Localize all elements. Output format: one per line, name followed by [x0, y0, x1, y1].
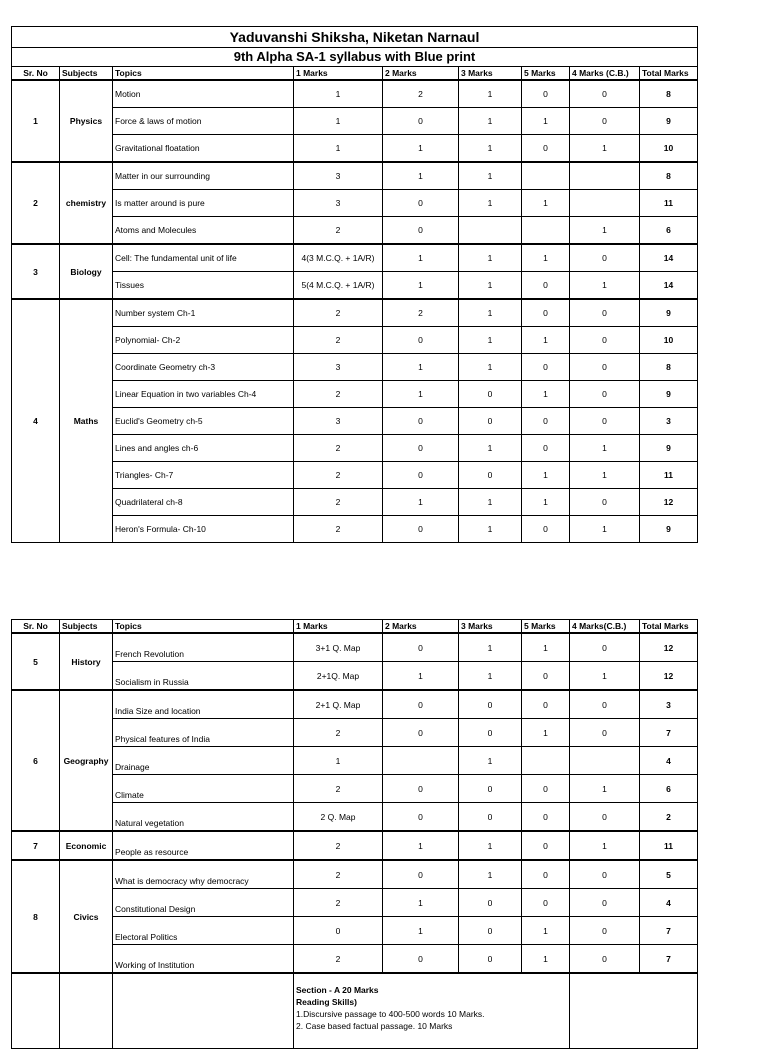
subject-cell: Geography	[60, 690, 113, 831]
table-row	[12, 489, 698, 516]
marks-cell-m2: 1	[383, 135, 459, 163]
col-header: 1 Marks	[294, 67, 383, 81]
marks-cell-m1: 1	[294, 108, 383, 135]
marks-cell-m3: 0	[459, 719, 522, 747]
topic-cell: Matter in our surrounding	[113, 162, 294, 190]
marks-cell-m5: 1	[522, 327, 570, 354]
topic-cell: Gravitational floatation	[113, 135, 294, 163]
topic-cell: French Revolution	[113, 633, 294, 662]
marks-cell-m2: 1	[383, 272, 459, 300]
topic-cell: Natural vegetation	[113, 803, 294, 832]
total-marks-cell: 5	[640, 860, 698, 889]
marks-cell-m2: 0	[383, 190, 459, 217]
topic-cell: Force & laws of motion	[113, 108, 294, 135]
table-row	[12, 719, 698, 747]
marks-cell-m4: 0	[570, 803, 640, 832]
marks-cell-m2: 1	[383, 917, 459, 945]
syllabus-table-1	[11, 26, 698, 543]
marks-cell-m2: 0	[383, 327, 459, 354]
table-row	[12, 80, 698, 108]
table-row	[12, 354, 698, 381]
syllabus-table-2	[11, 619, 698, 1049]
col-header: Sr. No	[12, 67, 60, 81]
topic-cell: What is democracy why democracy	[113, 860, 294, 889]
total-marks-cell: 8	[640, 80, 698, 108]
marks-cell-m4: 0	[570, 633, 640, 662]
marks-cell-m4: 0	[570, 80, 640, 108]
col-header: Total Marks	[640, 620, 698, 634]
marks-cell-m2: 1	[383, 662, 459, 691]
col-header: 4 Marks(C.B.)	[570, 620, 640, 634]
table-row	[12, 217, 698, 245]
total-marks-cell: 9	[640, 435, 698, 462]
marks-cell-m1: 2	[294, 831, 383, 860]
topic-cell: Atoms and Molecules	[113, 217, 294, 245]
marks-cell-m4: 0	[570, 917, 640, 945]
marks-cell-m2: 1	[383, 489, 459, 516]
marks-cell-m1: 2	[294, 719, 383, 747]
marks-cell-m1: 2+1Q. Map	[294, 662, 383, 691]
marks-cell-m1: 2+1 Q. Map	[294, 690, 383, 719]
table-row	[12, 747, 698, 775]
table-row	[12, 327, 698, 354]
table-row	[12, 135, 698, 163]
marks-cell-m2: 0	[383, 516, 459, 543]
table-row	[12, 272, 698, 300]
marks-cell-m4: 0	[570, 244, 640, 272]
marks-cell-m4: 1	[570, 662, 640, 691]
col-header: Topics	[113, 67, 294, 81]
section-row	[12, 973, 698, 1049]
col-header: Total Marks	[640, 67, 698, 81]
marks-cell-m3: 0	[459, 889, 522, 917]
marks-cell-m2: 0	[383, 690, 459, 719]
topic-cell: Climate	[113, 775, 294, 803]
marks-cell-m4: 1	[570, 516, 640, 543]
topic-cell: Drainage	[113, 747, 294, 775]
page-title: Yaduvanshi Shiksha, Niketan Narnaul	[12, 27, 698, 48]
marks-cell-m3: 1	[459, 516, 522, 543]
marks-cell-m5: 0	[522, 662, 570, 691]
marks-cell-m5: 0	[522, 889, 570, 917]
col-header: 1 Marks	[294, 620, 383, 634]
table-row	[12, 831, 698, 860]
section-line: 1.Discursive passage to 400-500 words 10 Marks.	[296, 1009, 485, 1019]
sr-no-cell: 4	[12, 299, 60, 543]
sr-no-cell: 3	[12, 244, 60, 299]
marks-cell-m4: 0	[570, 381, 640, 408]
marks-cell-m3: 0	[459, 945, 522, 974]
topic-cell: Is matter around is pure	[113, 190, 294, 217]
total-marks-cell: 12	[640, 633, 698, 662]
marks-cell-m2: 0	[383, 217, 459, 245]
marks-cell-m3: 1	[459, 747, 522, 775]
marks-cell-m5	[522, 162, 570, 190]
marks-cell-m5: 0	[522, 831, 570, 860]
subject-cell: History	[60, 633, 113, 690]
marks-cell-m3: 0	[459, 408, 522, 435]
empty-cell	[570, 973, 698, 1049]
marks-cell-m2: 0	[383, 462, 459, 489]
marks-cell-m3: 1	[459, 633, 522, 662]
table-row	[12, 775, 698, 803]
topic-cell: People as resource	[113, 831, 294, 860]
col-header: 3 Marks	[459, 620, 522, 634]
total-marks-cell: 11	[640, 462, 698, 489]
col-header: Subjects	[60, 67, 113, 81]
empty-cell	[60, 973, 113, 1049]
subject-cell: chemistry	[60, 162, 113, 244]
topic-cell: Motion	[113, 80, 294, 108]
marks-cell-m5: 0	[522, 516, 570, 543]
total-marks-cell: 7	[640, 719, 698, 747]
marks-cell-m3: 0	[459, 775, 522, 803]
marks-cell-m1: 2	[294, 327, 383, 354]
marks-cell-m5: 0	[522, 354, 570, 381]
marks-cell-m4: 0	[570, 299, 640, 327]
page-subtitle: 9th Alpha SA-1 syllabus with Blue print	[12, 48, 698, 67]
marks-cell-m2: 2	[383, 299, 459, 327]
marks-cell-m1: 1	[294, 80, 383, 108]
marks-cell-m5: 0	[522, 690, 570, 719]
marks-cell-m1: 2	[294, 462, 383, 489]
marks-cell-m1: 2	[294, 516, 383, 543]
table-row	[12, 244, 698, 272]
topic-cell: Coordinate Geometry ch-3	[113, 354, 294, 381]
sr-no-cell: 5	[12, 633, 60, 690]
table-row	[12, 889, 698, 917]
total-marks-cell: 7	[640, 945, 698, 974]
total-marks-cell: 10	[640, 327, 698, 354]
table-row	[12, 299, 698, 327]
table-header	[12, 67, 698, 81]
marks-cell-m1: 0	[294, 917, 383, 945]
marks-cell-m3: 1	[459, 108, 522, 135]
table-row	[12, 860, 698, 889]
section-subheading: Reading Skills)	[296, 997, 357, 1007]
table-row	[12, 435, 698, 462]
marks-cell-m3: 1	[459, 831, 522, 860]
marks-cell-m3: 1	[459, 80, 522, 108]
total-marks-cell: 11	[640, 831, 698, 860]
marks-cell-m4: 1	[570, 435, 640, 462]
table-row	[12, 108, 698, 135]
total-marks-cell: 12	[640, 489, 698, 516]
subject-cell: Economic	[60, 831, 113, 860]
marks-cell-m2: 0	[383, 860, 459, 889]
marks-cell-m2: 1	[383, 381, 459, 408]
marks-cell-m2: 0	[383, 108, 459, 135]
marks-cell-m1: 2	[294, 299, 383, 327]
marks-cell-m4: 1	[570, 831, 640, 860]
topic-cell: Linear Equation in two variables Ch-4	[113, 381, 294, 408]
marks-cell-m5: 1	[522, 945, 570, 974]
marks-cell-m3: 0	[459, 381, 522, 408]
marks-cell-m2: 0	[383, 408, 459, 435]
marks-cell-m5: 1	[522, 633, 570, 662]
table-row	[12, 803, 698, 832]
topic-cell: Triangles- Ch-7	[113, 462, 294, 489]
sr-no-cell: 1	[12, 80, 60, 162]
marks-cell-m2: 1	[383, 162, 459, 190]
col-header: Topics	[113, 620, 294, 634]
total-marks-cell: 2	[640, 803, 698, 832]
subject-cell: Civics	[60, 860, 113, 973]
marks-cell-m4: 0	[570, 354, 640, 381]
sr-no-cell: 6	[12, 690, 60, 831]
marks-cell-m4	[570, 190, 640, 217]
marks-cell-m1: 2	[294, 435, 383, 462]
topic-cell: Cell: The fundamental unit of life	[113, 244, 294, 272]
marks-cell-m4: 0	[570, 690, 640, 719]
marks-cell-m5: 0	[522, 299, 570, 327]
marks-cell-m5: 0	[522, 408, 570, 435]
table-row	[12, 690, 698, 719]
marks-cell-m1: 3	[294, 162, 383, 190]
total-marks-cell: 4	[640, 889, 698, 917]
marks-cell-m1: 3+1 Q. Map	[294, 633, 383, 662]
marks-cell-m4: 1	[570, 775, 640, 803]
marks-cell-m5: 0	[522, 775, 570, 803]
sr-no-cell: 7	[12, 831, 60, 860]
marks-cell-m1: 2	[294, 217, 383, 245]
topic-cell: Socialism in Russia	[113, 662, 294, 691]
marks-cell-m2: 0	[383, 633, 459, 662]
topic-cell: Working of Institution	[113, 945, 294, 974]
total-marks-cell: 11	[640, 190, 698, 217]
table-row	[12, 516, 698, 543]
empty-cell	[12, 973, 60, 1049]
marks-cell-m2: 2	[383, 80, 459, 108]
total-marks-cell: 3	[640, 408, 698, 435]
total-marks-cell: 14	[640, 244, 698, 272]
marks-cell-m3: 0	[459, 690, 522, 719]
marks-cell-m3: 1	[459, 489, 522, 516]
marks-cell-m1: 3	[294, 354, 383, 381]
marks-cell-m4	[570, 162, 640, 190]
subject-cell: Maths	[60, 299, 113, 543]
marks-cell-m2: 0	[383, 775, 459, 803]
total-marks-cell: 6	[640, 217, 698, 245]
table-row	[12, 190, 698, 217]
marks-cell-m5: 1	[522, 108, 570, 135]
marks-cell-m1: 3	[294, 408, 383, 435]
marks-cell-m3: 1	[459, 299, 522, 327]
col-header: 3 Marks	[459, 67, 522, 81]
marks-cell-m5: 0	[522, 272, 570, 300]
marks-cell-m5: 1	[522, 462, 570, 489]
empty-cell	[113, 973, 294, 1049]
marks-cell-m1: 2	[294, 889, 383, 917]
topic-cell: Constitutional Design	[113, 889, 294, 917]
marks-cell-m3: 0	[459, 803, 522, 832]
marks-cell-m2: 0	[383, 945, 459, 974]
marks-cell-m4: 1	[570, 217, 640, 245]
marks-cell-m1: 4(3 M.C.Q. + 1A/R)	[294, 244, 383, 272]
total-marks-cell: 8	[640, 162, 698, 190]
topic-cell: Lines and angles ch-6	[113, 435, 294, 462]
marks-cell-m5	[522, 217, 570, 245]
table-row	[12, 917, 698, 945]
marks-cell-m1: 3	[294, 190, 383, 217]
marks-cell-m4: 0	[570, 327, 640, 354]
table-row	[12, 945, 698, 974]
subject-cell: Physics	[60, 80, 113, 162]
marks-cell-m4: 0	[570, 108, 640, 135]
marks-cell-m5	[522, 747, 570, 775]
col-header: 2 Marks	[383, 67, 459, 81]
table-header	[12, 620, 698, 634]
marks-cell-m1: 2	[294, 945, 383, 974]
section-line: 2. Case based factual passage. 10 Marks	[296, 1021, 453, 1031]
marks-cell-m3: 1	[459, 860, 522, 889]
col-header: Subjects	[60, 620, 113, 634]
marks-cell-m3: 1	[459, 135, 522, 163]
topic-cell: Tissues	[113, 272, 294, 300]
col-header: 5 Marks	[522, 620, 570, 634]
marks-cell-m5: 1	[522, 381, 570, 408]
total-marks-cell: 10	[640, 135, 698, 163]
sr-no-cell: 8	[12, 860, 60, 973]
marks-cell-m4: 1	[570, 135, 640, 163]
marks-cell-m3: 1	[459, 272, 522, 300]
table-row	[12, 462, 698, 489]
marks-cell-m1: 2 Q. Map	[294, 803, 383, 832]
marks-cell-m5: 0	[522, 435, 570, 462]
total-marks-cell: 8	[640, 354, 698, 381]
table-row	[12, 633, 698, 662]
marks-cell-m4: 0	[570, 889, 640, 917]
total-marks-cell: 9	[640, 381, 698, 408]
marks-cell-m5: 0	[522, 803, 570, 832]
total-marks-cell: 6	[640, 775, 698, 803]
marks-cell-m3	[459, 217, 522, 245]
marks-cell-m1: 5(4 M.C.Q. + 1A/R)	[294, 272, 383, 300]
marks-cell-m1: 2	[294, 775, 383, 803]
marks-cell-m5: 1	[522, 719, 570, 747]
topic-cell: Heron's Formula- Ch-10	[113, 516, 294, 543]
marks-cell-m3: 0	[459, 462, 522, 489]
marks-cell-m2: 0	[383, 435, 459, 462]
col-header: 2 Marks	[383, 620, 459, 634]
marks-cell-m3: 1	[459, 190, 522, 217]
total-marks-cell: 9	[640, 299, 698, 327]
total-marks-cell: 14	[640, 272, 698, 300]
marks-cell-m2: 1	[383, 354, 459, 381]
marks-cell-m3: 1	[459, 244, 522, 272]
marks-cell-m2: 1	[383, 831, 459, 860]
subject-cell: Biology	[60, 244, 113, 299]
marks-cell-m1: 2	[294, 381, 383, 408]
total-marks-cell: 4	[640, 747, 698, 775]
table-row	[12, 162, 698, 190]
total-marks-cell: 12	[640, 662, 698, 691]
col-header: Sr. No	[12, 620, 60, 634]
marks-cell-m3: 0	[459, 917, 522, 945]
table-row	[12, 381, 698, 408]
marks-cell-m2: 0	[383, 803, 459, 832]
marks-cell-m2: 1	[383, 889, 459, 917]
topic-cell: Euclid's Geometry ch-5	[113, 408, 294, 435]
topic-cell: India Size and location	[113, 690, 294, 719]
marks-cell-m4: 0	[570, 945, 640, 974]
marks-cell-m2	[383, 747, 459, 775]
marks-cell-m5: 1	[522, 489, 570, 516]
marks-cell-m3: 1	[459, 327, 522, 354]
col-header: 5 Marks	[522, 67, 570, 81]
marks-cell-m3: 1	[459, 162, 522, 190]
marks-cell-m4: 0	[570, 860, 640, 889]
table-row	[12, 408, 698, 435]
marks-cell-m4: 0	[570, 489, 640, 516]
total-marks-cell: 9	[640, 108, 698, 135]
marks-cell-m1: 2	[294, 860, 383, 889]
marks-cell-m1: 2	[294, 489, 383, 516]
col-header: 4 Marks (C.B.)	[570, 67, 640, 81]
section-heading: Section - A 20 Marks	[296, 985, 379, 995]
topic-cell: Number system Ch-1	[113, 299, 294, 327]
marks-cell-m5: 1	[522, 244, 570, 272]
topic-cell: Quadrilateral ch-8	[113, 489, 294, 516]
total-marks-cell: 7	[640, 917, 698, 945]
marks-cell-m5: 1	[522, 917, 570, 945]
marks-cell-m2: 1	[383, 244, 459, 272]
marks-cell-m3: 1	[459, 662, 522, 691]
marks-cell-m4: 0	[570, 719, 640, 747]
marks-cell-m4	[570, 747, 640, 775]
marks-cell-m5: 0	[522, 860, 570, 889]
marks-cell-m1: 1	[294, 135, 383, 163]
topic-cell: Physical features of India	[113, 719, 294, 747]
table-row	[12, 662, 698, 691]
total-marks-cell: 3	[640, 690, 698, 719]
marks-cell-m3: 1	[459, 354, 522, 381]
marks-cell-m3: 1	[459, 435, 522, 462]
marks-cell-m5: 0	[522, 80, 570, 108]
marks-cell-m4: 1	[570, 462, 640, 489]
section-notes	[294, 973, 570, 1049]
marks-cell-m2: 0	[383, 719, 459, 747]
marks-cell-m1: 1	[294, 747, 383, 775]
topic-cell: Polynomial- Ch-2	[113, 327, 294, 354]
sr-no-cell: 2	[12, 162, 60, 244]
marks-cell-m4: 1	[570, 272, 640, 300]
marks-cell-m5: 1	[522, 190, 570, 217]
marks-cell-m4: 0	[570, 408, 640, 435]
topic-cell: Electoral Politics	[113, 917, 294, 945]
total-marks-cell: 9	[640, 516, 698, 543]
marks-cell-m5: 0	[522, 135, 570, 163]
